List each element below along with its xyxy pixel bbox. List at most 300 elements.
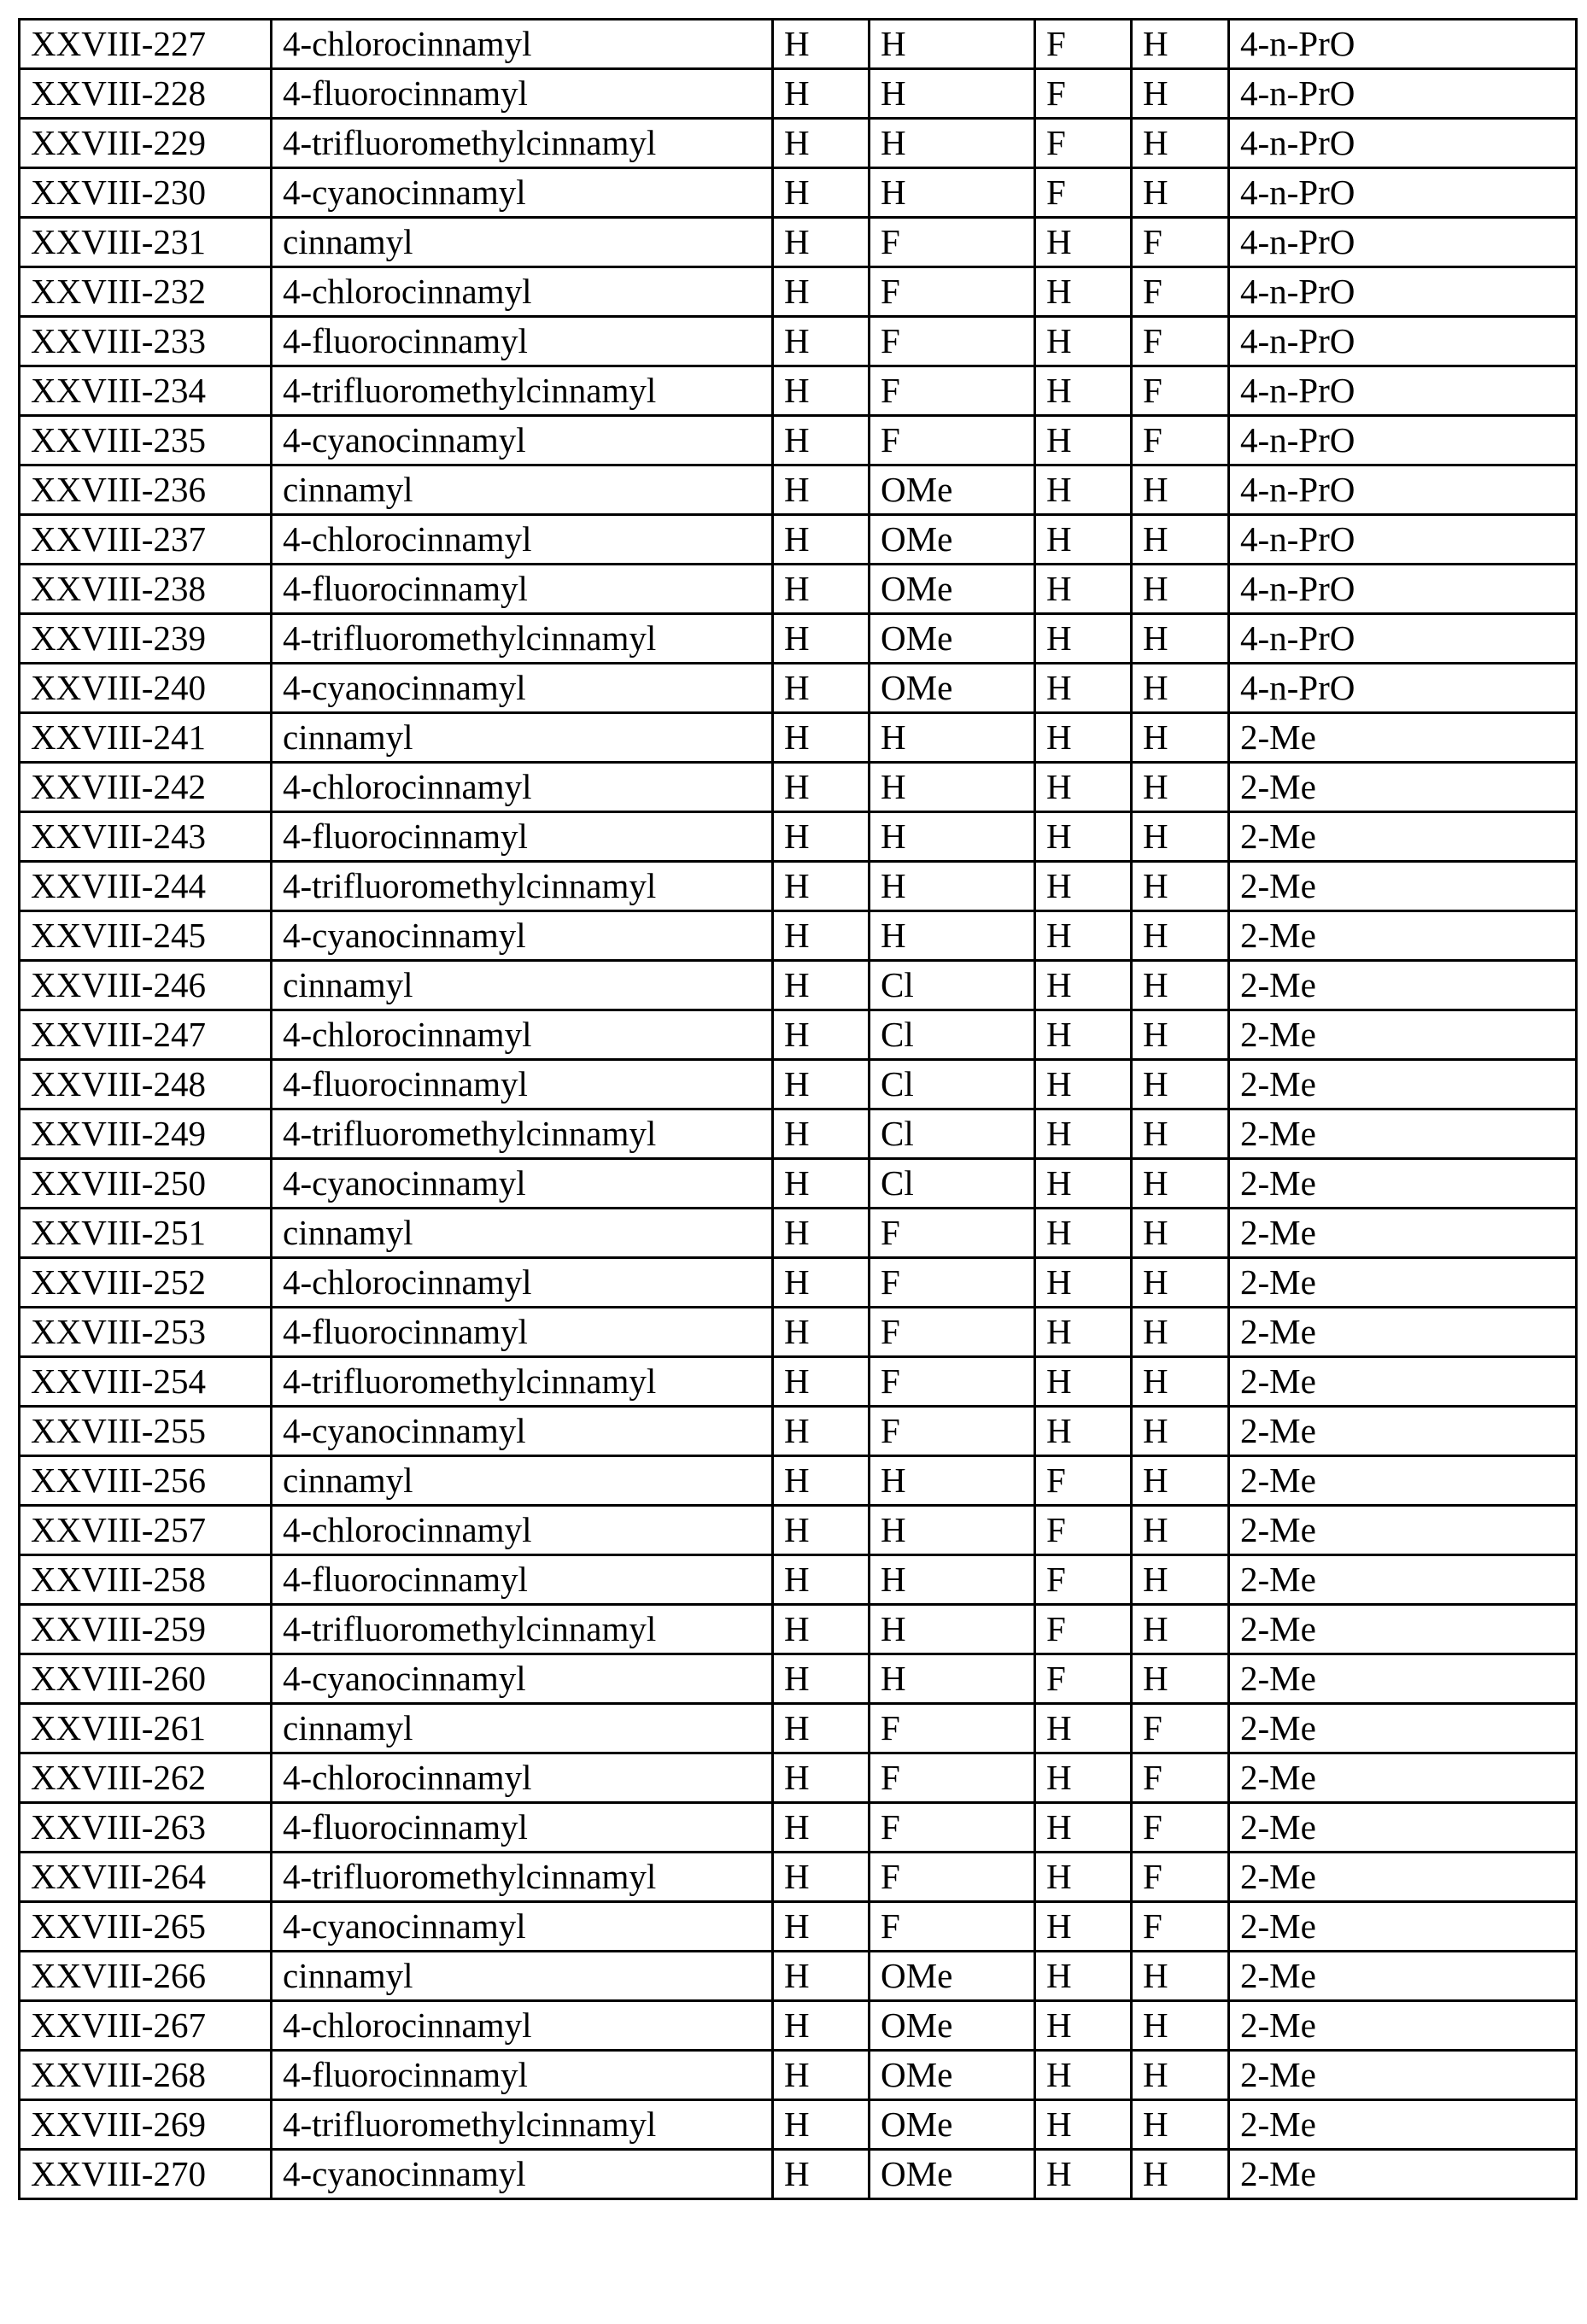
cell-r2: F: [870, 366, 1035, 416]
cell-r3: F: [1035, 1605, 1132, 1654]
cell-compound-id: XXVIII-262: [20, 1753, 272, 1803]
cell-r4: H: [1132, 119, 1229, 168]
cell-r5: 2-Me: [1229, 763, 1577, 812]
cell-r3: H: [1035, 713, 1132, 763]
cell-r1: H: [773, 1357, 870, 1407]
cell-substituent: 4-fluorocinnamyl: [272, 1803, 773, 1853]
cell-r3: H: [1035, 1109, 1132, 1159]
cell-r4: H: [1132, 713, 1229, 763]
cell-r1: H: [773, 961, 870, 1010]
cell-compound-id: XXVIII-240: [20, 664, 272, 713]
table-row: [20, 1159, 1577, 1209]
cell-r4: F: [1132, 1853, 1229, 1902]
cell-compound-id: XXVIII-244: [20, 862, 272, 911]
table-row: [20, 1803, 1577, 1853]
cell-substituent: cinnamyl: [272, 961, 773, 1010]
cell-r5: 2-Me: [1229, 1902, 1577, 1952]
cell-compound-id: XXVIII-243: [20, 812, 272, 862]
cell-compound-id: XXVIII-245: [20, 911, 272, 961]
cell-r3: H: [1035, 515, 1132, 565]
cell-r4: H: [1132, 961, 1229, 1010]
cell-r4: H: [1132, 2051, 1229, 2100]
cell-r4: H: [1132, 1654, 1229, 1704]
cell-r3: F: [1035, 119, 1132, 168]
cell-compound-id: XXVIII-247: [20, 1010, 272, 1060]
cell-r1: H: [773, 911, 870, 961]
cell-r5: 2-Me: [1229, 812, 1577, 862]
table-row: [20, 961, 1577, 1010]
cell-r4: H: [1132, 1952, 1229, 2001]
cell-r5: 2-Me: [1229, 1506, 1577, 1555]
cell-r3: H: [1035, 366, 1132, 416]
cell-substituent: cinnamyl: [272, 465, 773, 515]
cell-r3: F: [1035, 1456, 1132, 1506]
cell-substituent: 4-fluorocinnamyl: [272, 1308, 773, 1357]
cell-r3: H: [1035, 664, 1132, 713]
cell-substituent: 4-chlorocinnamyl: [272, 1010, 773, 1060]
cell-r5: 2-Me: [1229, 1605, 1577, 1654]
cell-r4: F: [1132, 317, 1229, 366]
table-row: [20, 2100, 1577, 2150]
cell-compound-id: XXVIII-237: [20, 515, 272, 565]
cell-substituent: 4-fluorocinnamyl: [272, 2051, 773, 2100]
table-row: [20, 1902, 1577, 1952]
cell-r2: F: [870, 1407, 1035, 1456]
cell-r1: H: [773, 1209, 870, 1258]
table-row: [20, 1555, 1577, 1605]
cell-r3: H: [1035, 862, 1132, 911]
cell-r2: F: [870, 1308, 1035, 1357]
cell-r2: H: [870, 763, 1035, 812]
cell-substituent: cinnamyl: [272, 1952, 773, 2001]
table-row: [20, 1853, 1577, 1902]
cell-compound-id: XXVIII-250: [20, 1159, 272, 1209]
cell-r5: 2-Me: [1229, 2100, 1577, 2150]
cell-substituent: 4-fluorocinnamyl: [272, 317, 773, 366]
cell-r4: H: [1132, 1506, 1229, 1555]
cell-r1: H: [773, 1060, 870, 1109]
cell-r5: 2-Me: [1229, 1060, 1577, 1109]
table-row: [20, 69, 1577, 119]
cell-r4: H: [1132, 2100, 1229, 2150]
cell-compound-id: XXVIII-246: [20, 961, 272, 1010]
cell-r1: H: [773, 1159, 870, 1209]
cell-r5: 4-n-PrO: [1229, 317, 1577, 366]
cell-r3: H: [1035, 1407, 1132, 1456]
cell-r5: 2-Me: [1229, 2051, 1577, 2100]
cell-substituent: 4-chlorocinnamyl: [272, 515, 773, 565]
cell-r1: H: [773, 1704, 870, 1753]
cell-r4: H: [1132, 1357, 1229, 1407]
cell-r3: H: [1035, 1258, 1132, 1308]
cell-substituent: cinnamyl: [272, 218, 773, 267]
cell-r5: 2-Me: [1229, 1209, 1577, 1258]
cell-compound-id: XXVIII-269: [20, 2100, 272, 2150]
cell-r1: H: [773, 1010, 870, 1060]
cell-substituent: 4-cyanocinnamyl: [272, 416, 773, 465]
cell-r2: F: [870, 317, 1035, 366]
cell-r3: F: [1035, 69, 1132, 119]
cell-r4: H: [1132, 862, 1229, 911]
table-row: [20, 1704, 1577, 1753]
cell-r1: H: [773, 1555, 870, 1605]
cell-substituent: 4-trifluoromethylcinnamyl: [272, 2100, 773, 2150]
cell-r2: F: [870, 267, 1035, 317]
cell-r4: F: [1132, 1753, 1229, 1803]
table-row: [20, 614, 1577, 664]
cell-r5: 4-n-PrO: [1229, 515, 1577, 565]
cell-r2: H: [870, 862, 1035, 911]
cell-r5: 2-Me: [1229, 1456, 1577, 1506]
cell-substituent: 4-fluorocinnamyl: [272, 69, 773, 119]
cell-r2: Cl: [870, 961, 1035, 1010]
cell-r4: H: [1132, 1407, 1229, 1456]
cell-substituent: 4-cyanocinnamyl: [272, 911, 773, 961]
cell-r5: 4-n-PrO: [1229, 664, 1577, 713]
cell-r1: H: [773, 515, 870, 565]
cell-compound-id: XXVIII-229: [20, 119, 272, 168]
cell-r3: H: [1035, 218, 1132, 267]
cell-r3: H: [1035, 317, 1132, 366]
cell-r4: H: [1132, 1060, 1229, 1109]
cell-r1: H: [773, 218, 870, 267]
cell-r1: H: [773, 713, 870, 763]
cell-substituent: 4-trifluoromethylcinnamyl: [272, 1853, 773, 1902]
cell-r4: F: [1132, 416, 1229, 465]
cell-r3: H: [1035, 1209, 1132, 1258]
cell-r5: 4-n-PrO: [1229, 565, 1577, 614]
table-row: [20, 1060, 1577, 1109]
cell-r3: F: [1035, 20, 1132, 69]
cell-r2: Cl: [870, 1060, 1035, 1109]
cell-r5: 4-n-PrO: [1229, 366, 1577, 416]
cell-compound-id: XXVIII-258: [20, 1555, 272, 1605]
cell-r5: 2-Me: [1229, 1258, 1577, 1308]
cell-compound-id: XXVIII-253: [20, 1308, 272, 1357]
table-row: [20, 168, 1577, 218]
cell-r2: OMe: [870, 2150, 1035, 2199]
cell-r4: F: [1132, 366, 1229, 416]
cell-substituent: cinnamyl: [272, 713, 773, 763]
cell-substituent: 4-chlorocinnamyl: [272, 763, 773, 812]
cell-r2: H: [870, 1555, 1035, 1605]
cell-substituent: cinnamyl: [272, 1704, 773, 1753]
cell-substituent: 4-trifluoromethylcinnamyl: [272, 862, 773, 911]
cell-r2: OMe: [870, 565, 1035, 614]
cell-r2: H: [870, 812, 1035, 862]
cell-substituent: 4-cyanocinnamyl: [272, 664, 773, 713]
cell-compound-id: XXVIII-265: [20, 1902, 272, 1952]
table-row: [20, 317, 1577, 366]
cell-r3: H: [1035, 763, 1132, 812]
cell-r3: H: [1035, 1704, 1132, 1753]
cell-compound-id: XXVIII-233: [20, 317, 272, 366]
cell-r2: OMe: [870, 1952, 1035, 2001]
cell-r4: H: [1132, 911, 1229, 961]
cell-r2: H: [870, 1456, 1035, 1506]
cell-compound-id: XXVIII-251: [20, 1209, 272, 1258]
cell-r1: H: [773, 317, 870, 366]
cell-r1: H: [773, 1654, 870, 1704]
cell-r5: 4-n-PrO: [1229, 465, 1577, 515]
cell-r3: H: [1035, 1952, 1132, 2001]
cell-compound-id: XXVIII-232: [20, 267, 272, 317]
table-row: [20, 366, 1577, 416]
cell-r1: H: [773, 2051, 870, 2100]
cell-r4: H: [1132, 1209, 1229, 1258]
cell-r2: H: [870, 20, 1035, 69]
table-row: [20, 119, 1577, 168]
table-row: [20, 20, 1577, 69]
cell-r5: 2-Me: [1229, 1704, 1577, 1753]
cell-r4: F: [1132, 1902, 1229, 1952]
cell-r3: H: [1035, 267, 1132, 317]
cell-r2: F: [870, 1902, 1035, 1952]
table-row: [20, 2001, 1577, 2051]
cell-r3: F: [1035, 168, 1132, 218]
cell-compound-id: XXVIII-228: [20, 69, 272, 119]
cell-substituent: 4-cyanocinnamyl: [272, 1159, 773, 1209]
cell-compound-id: XXVIII-230: [20, 168, 272, 218]
table-row: [20, 1605, 1577, 1654]
cell-r3: H: [1035, 416, 1132, 465]
cell-r2: Cl: [870, 1159, 1035, 1209]
cell-substituent: 4-trifluoromethylcinnamyl: [272, 614, 773, 664]
cell-r1: H: [773, 565, 870, 614]
cell-r3: H: [1035, 1853, 1132, 1902]
cell-substituent: 4-trifluoromethylcinnamyl: [272, 119, 773, 168]
cell-r1: H: [773, 1407, 870, 1456]
cell-r3: H: [1035, 2001, 1132, 2051]
cell-r5: 4-n-PrO: [1229, 218, 1577, 267]
cell-substituent: cinnamyl: [272, 1209, 773, 1258]
cell-r1: H: [773, 119, 870, 168]
cell-r4: H: [1132, 465, 1229, 515]
cell-r1: H: [773, 168, 870, 218]
cell-compound-id: XXVIII-267: [20, 2001, 272, 2051]
cell-r4: F: [1132, 267, 1229, 317]
table-row: [20, 267, 1577, 317]
cell-r3: H: [1035, 1308, 1132, 1357]
cell-r1: H: [773, 1456, 870, 1506]
cell-r3: H: [1035, 2150, 1132, 2199]
cell-compound-id: XXVIII-259: [20, 1605, 272, 1654]
table-row: [20, 1010, 1577, 1060]
cell-compound-id: XXVIII-268: [20, 2051, 272, 2100]
cell-r1: H: [773, 1258, 870, 1308]
cell-r4: F: [1132, 218, 1229, 267]
cell-r2: OMe: [870, 2100, 1035, 2150]
cell-substituent: 4-cyanocinnamyl: [272, 1407, 773, 1456]
cell-r4: H: [1132, 614, 1229, 664]
table-row: [20, 416, 1577, 465]
cell-r3: H: [1035, 565, 1132, 614]
cell-r3: H: [1035, 1357, 1132, 1407]
cell-r5: 4-n-PrO: [1229, 168, 1577, 218]
cell-r3: F: [1035, 1555, 1132, 1605]
cell-r5: 2-Me: [1229, 2150, 1577, 2199]
cell-r3: H: [1035, 1803, 1132, 1853]
cell-r4: H: [1132, 812, 1229, 862]
cell-r1: H: [773, 2100, 870, 2150]
cell-r1: H: [773, 1902, 870, 1952]
cell-substituent: 4-chlorocinnamyl: [272, 1753, 773, 1803]
cell-compound-id: XXVIII-260: [20, 1654, 272, 1704]
cell-r1: H: [773, 1605, 870, 1654]
cell-compound-id: XXVIII-241: [20, 713, 272, 763]
cell-r3: H: [1035, 2100, 1132, 2150]
cell-r3: H: [1035, 1753, 1132, 1803]
table-row: [20, 2150, 1577, 2199]
cell-r2: OMe: [870, 2051, 1035, 2100]
cell-r5: 2-Me: [1229, 862, 1577, 911]
cell-r1: H: [773, 1853, 870, 1902]
cell-r1: H: [773, 664, 870, 713]
table-row: [20, 1952, 1577, 2001]
cell-r2: Cl: [870, 1109, 1035, 1159]
cell-r5: 4-n-PrO: [1229, 416, 1577, 465]
cell-r2: F: [870, 1357, 1035, 1407]
cell-r1: H: [773, 416, 870, 465]
cell-r4: H: [1132, 1159, 1229, 1209]
cell-r1: H: [773, 1109, 870, 1159]
cell-r4: H: [1132, 1308, 1229, 1357]
cell-r1: H: [773, 614, 870, 664]
table-row: [20, 1308, 1577, 1357]
cell-compound-id: XXVIII-242: [20, 763, 272, 812]
cell-compound-id: XXVIII-254: [20, 1357, 272, 1407]
cell-substituent: 4-cyanocinnamyl: [272, 2150, 773, 2199]
cell-substituent: 4-chlorocinnamyl: [272, 1258, 773, 1308]
cell-substituent: 4-fluorocinnamyl: [272, 565, 773, 614]
cell-substituent: 4-cyanocinnamyl: [272, 168, 773, 218]
table-row: [20, 713, 1577, 763]
cell-r2: F: [870, 1753, 1035, 1803]
cell-r2: H: [870, 119, 1035, 168]
cell-r4: H: [1132, 69, 1229, 119]
cell-r2: OMe: [870, 2001, 1035, 2051]
cell-compound-id: XXVIII-264: [20, 1853, 272, 1902]
cell-r1: H: [773, 2001, 870, 2051]
table-row: [20, 812, 1577, 862]
table-row: [20, 1456, 1577, 1506]
cell-compound-id: XXVIII-252: [20, 1258, 272, 1308]
cell-r1: H: [773, 1753, 870, 1803]
cell-r4: H: [1132, 1010, 1229, 1060]
cell-substituent: 4-trifluoromethylcinnamyl: [272, 1109, 773, 1159]
cell-r2: H: [870, 1654, 1035, 1704]
cell-r1: H: [773, 1506, 870, 1555]
cell-substituent: 4-trifluoromethylcinnamyl: [272, 366, 773, 416]
table-row: [20, 911, 1577, 961]
table-row: [20, 1506, 1577, 1555]
cell-substituent: 4-chlorocinnamyl: [272, 267, 773, 317]
cell-substituent: 4-fluorocinnamyl: [272, 812, 773, 862]
table-row: [20, 465, 1577, 515]
cell-r5: 2-Me: [1229, 911, 1577, 961]
cell-r5: 2-Me: [1229, 1654, 1577, 1704]
cell-r1: H: [773, 20, 870, 69]
cell-r5: 2-Me: [1229, 2001, 1577, 2051]
cell-compound-id: XXVIII-249: [20, 1109, 272, 1159]
cell-compound-id: XXVIII-248: [20, 1060, 272, 1109]
table-row: [20, 862, 1577, 911]
table-row: [20, 218, 1577, 267]
cell-r2: H: [870, 911, 1035, 961]
cell-r2: F: [870, 1704, 1035, 1753]
cell-r2: F: [870, 1209, 1035, 1258]
cell-r2: F: [870, 1803, 1035, 1853]
table-row: [20, 1109, 1577, 1159]
table-row: [20, 1209, 1577, 1258]
cell-r4: H: [1132, 2150, 1229, 2199]
cell-r2: F: [870, 1258, 1035, 1308]
cell-r4: H: [1132, 1258, 1229, 1308]
cell-r5: 2-Me: [1229, 1952, 1577, 2001]
cell-r5: 2-Me: [1229, 1407, 1577, 1456]
cell-compound-id: XXVIII-236: [20, 465, 272, 515]
cell-substituent: 4-fluorocinnamyl: [272, 1060, 773, 1109]
cell-r4: H: [1132, 2001, 1229, 2051]
cell-r4: H: [1132, 1109, 1229, 1159]
cell-r3: H: [1035, 1159, 1132, 1209]
cell-r5: 4-n-PrO: [1229, 119, 1577, 168]
cell-r5: 2-Me: [1229, 1753, 1577, 1803]
cell-r5: 2-Me: [1229, 1555, 1577, 1605]
cell-substituent: 4-chlorocinnamyl: [272, 20, 773, 69]
cell-r3: H: [1035, 1010, 1132, 1060]
cell-r3: H: [1035, 465, 1132, 515]
cell-r4: H: [1132, 1605, 1229, 1654]
cell-r5: 2-Me: [1229, 1803, 1577, 1853]
table-row: [20, 1407, 1577, 1456]
cell-substituent: 4-cyanocinnamyl: [272, 1654, 773, 1704]
cell-compound-id: XXVIII-238: [20, 565, 272, 614]
cell-compound-id: XXVIII-255: [20, 1407, 272, 1456]
cell-r3: H: [1035, 2051, 1132, 2100]
cell-r2: Cl: [870, 1010, 1035, 1060]
cell-r4: H: [1132, 1456, 1229, 1506]
cell-compound-id: XXVIII-261: [20, 1704, 272, 1753]
cell-r2: F: [870, 218, 1035, 267]
cell-r5: 2-Me: [1229, 1010, 1577, 1060]
cell-r3: F: [1035, 1654, 1132, 1704]
cell-r1: H: [773, 69, 870, 119]
cell-substituent: 4-chlorocinnamyl: [272, 1506, 773, 1555]
table-row: [20, 515, 1577, 565]
table-row: [20, 664, 1577, 713]
cell-r3: F: [1035, 1506, 1132, 1555]
cell-compound-id: XXVIII-266: [20, 1952, 272, 2001]
cell-substituent: 4-chlorocinnamyl: [272, 2001, 773, 2051]
cell-r4: F: [1132, 1803, 1229, 1853]
cell-r5: 2-Me: [1229, 1308, 1577, 1357]
cell-r3: H: [1035, 1902, 1132, 1952]
cell-r1: H: [773, 366, 870, 416]
cell-r1: H: [773, 465, 870, 515]
compound-table: [18, 18, 1578, 2200]
cell-r4: H: [1132, 565, 1229, 614]
cell-substituent: 4-trifluoromethylcinnamyl: [272, 1605, 773, 1654]
cell-r4: H: [1132, 168, 1229, 218]
cell-substituent: cinnamyl: [272, 1456, 773, 1506]
cell-r3: H: [1035, 1060, 1132, 1109]
cell-r1: H: [773, 2150, 870, 2199]
cell-r2: H: [870, 713, 1035, 763]
cell-substituent: 4-cyanocinnamyl: [272, 1902, 773, 1952]
cell-r5: 2-Me: [1229, 1853, 1577, 1902]
table-row: [20, 1654, 1577, 1704]
